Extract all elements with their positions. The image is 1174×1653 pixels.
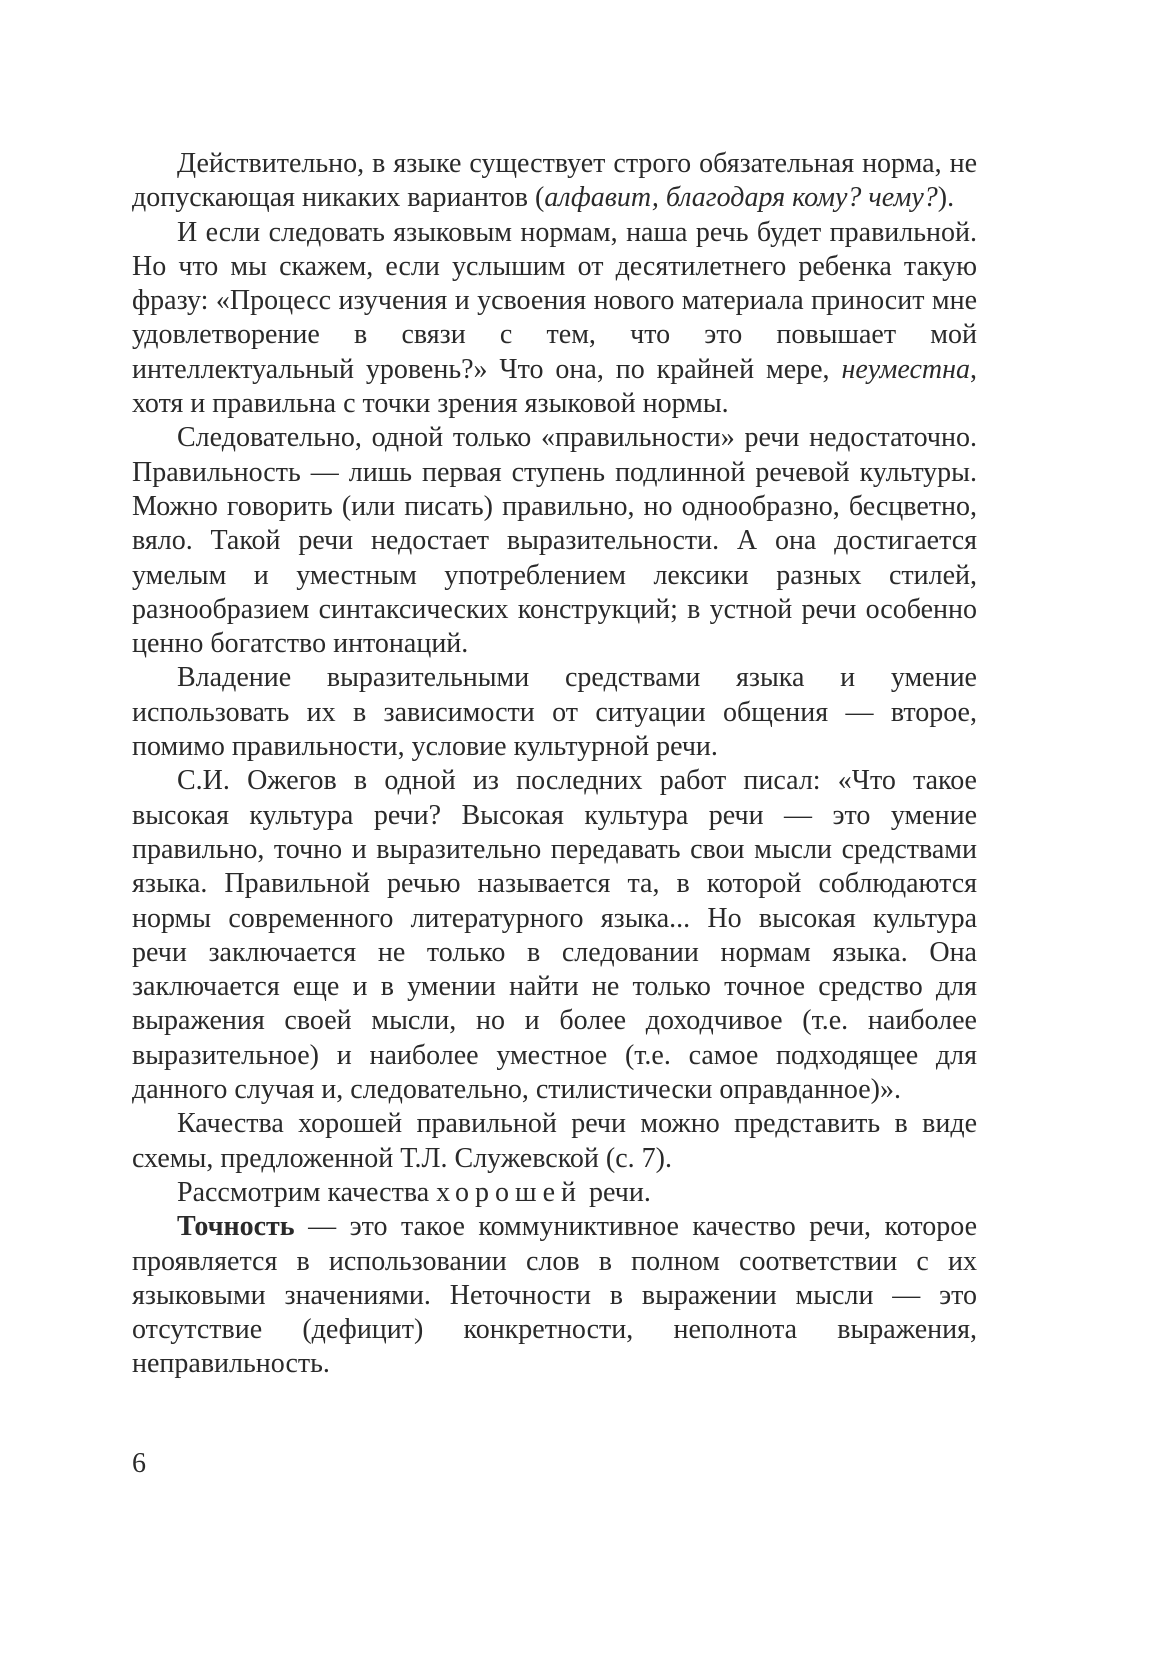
paragraph-1-text-b: ). [937, 182, 955, 214]
paragraph-2-text-a: И если следовать языковым нормам, наша речь будет правильной. Но что мы скажем, если услышим от десятилетнего ребенка такую фразу: «Процесс изучения и усвоения нового материала приносит мне удовлетворение в связи с тем, что это повышает мой интеллектуальный уровень?» Что она, по крайней мере, [132, 216, 977, 385]
paragraph-2-emphasis: неуместна [841, 353, 970, 385]
paragraph-7 [132, 1176, 977, 1210]
paragraph-1-examples: алфавит, благодаря кому? чему? [544, 182, 938, 214]
paragraph-1 [132, 147, 977, 216]
page-number: 6 [132, 1448, 146, 1479]
paragraph-7-text-b: речи. [582, 1176, 651, 1208]
body-text [132, 147, 977, 1382]
paragraph-8-text: — это такое коммуниктивное качество речи, которое проявляется в использовании слов в полном соответствии с их языковыми значениями. Неточности в выражении мысли — это отсутствие (дефицит) конкретности, неполнота выражения, неправильность. [132, 1211, 977, 1380]
paragraph-6: Качества хорошей правильной речи можно представить в виде схемы, предложенной Т.Л. Служевской (с. 7). [132, 1108, 977, 1174]
term-tochnost: Точность [177, 1211, 295, 1243]
paragraph-8 [132, 1210, 977, 1381]
paragraph-5-quote: С.И. Ожегов в одной из последних работ писал: «Что такое высокая культура речи? Высокая культура речи — это умение правильно, точно и выразительно передавать свои мысли средствами языка. Правильной речью называется та, в которой соблюдаются нормы современного литературного языка... Но высокая культура речи заключается не только в следовании нормам языка. Она заключается еще и в умении найти не только точное средство для выражения своей мысли, но и более доходчивое (т.е. наиболее выразительное) и наиболее уместное (т.е. самое подходящее для данного случая и, следовательно, стилистически оправданное)». [132, 765, 977, 1106]
paragraph-1-text-a: Действительно, в языке существует строго обязательная норма, не допускающая никаких вариантов ( [132, 148, 977, 214]
paragraph-2-text-b: , хотя и правильна с точки зрения языковой нормы. [132, 353, 977, 420]
paragraph-7-text-a: Рассмотрим качества [177, 1176, 437, 1208]
paragraph-4: Владение выразительными средствами языка и умение использовать их в зависимости от ситуации общения — второе, помимо правильности, условие культурной речи. [132, 662, 977, 763]
paragraph-2 [132, 216, 977, 422]
paragraph-3: Следовательно, одной только «правильности» речи недостаточно. Правильность — лишь первая ступень подлинной речевой культуры. Можно говорить (или писать) правильно, но однообразно, бесцветно, вяло. Такой речи недостает выразительности. А она достигается умелым и уместным употреблением лексики разных стилей, разнообразием синтаксических конструкций; в устной речи особенно ценно богатство интонаций. [132, 422, 977, 660]
paragraph-7-spaced-word: хорошей [436, 1176, 583, 1208]
